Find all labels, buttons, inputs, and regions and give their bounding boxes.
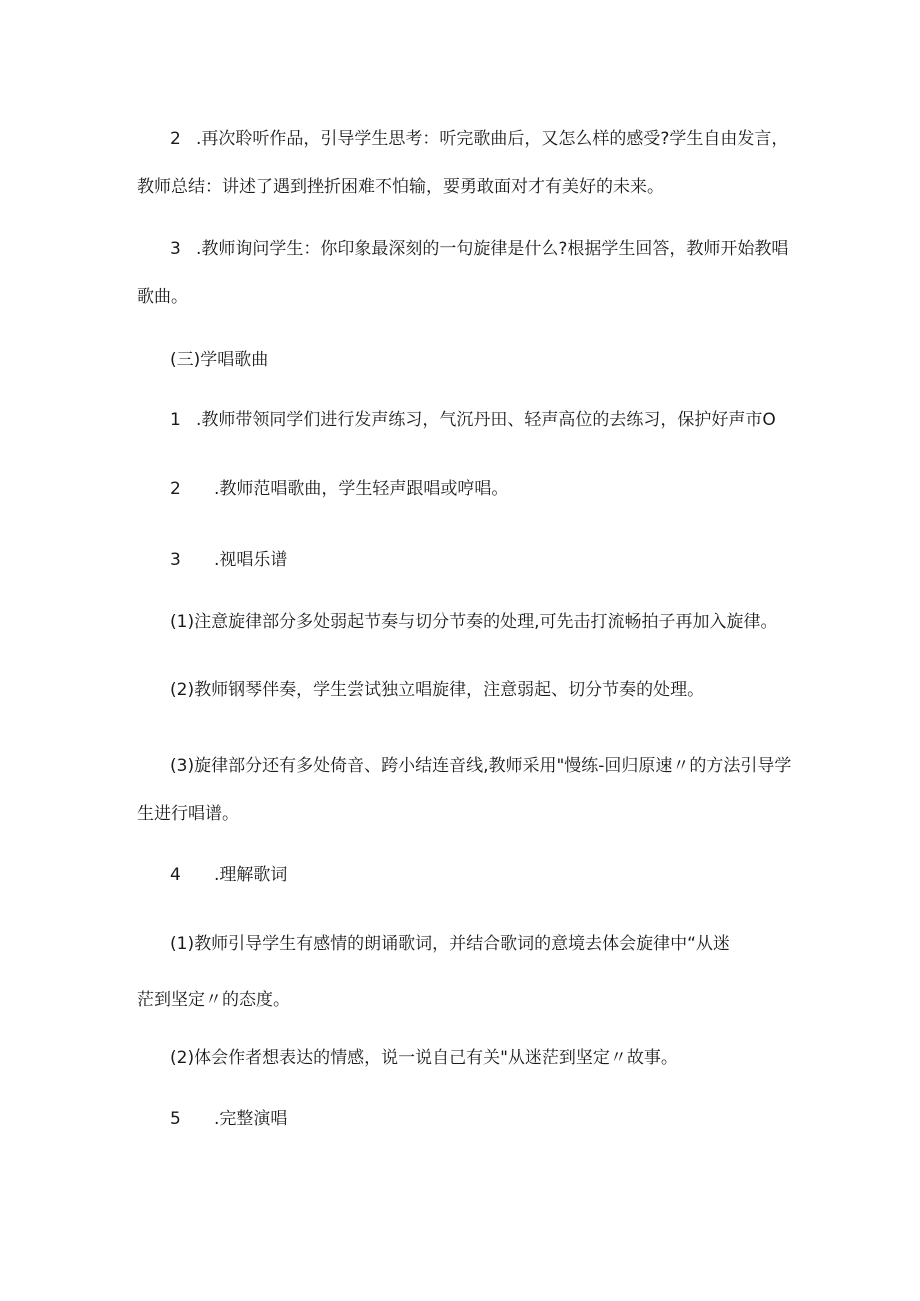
paragraph-1-line-2: [137, 176, 664, 198]
paragraph-item-4: [170, 864, 287, 886]
sub-item-2: [170, 679, 704, 701]
paragraph-text: .再次聆听作品，引导学生思考：听完歌曲后，又怎么样的感受?学生自由发言，: [196, 129, 789, 149]
paragraph-text: .教师询问学生：你印象最深刻的一句旋律是什么?根据学生回答，教师开始教唱: [196, 239, 789, 259]
paragraph-text: (3)旋律部分还有多处倚音、跨小结连音线,教师采用"慢练-回归原速〃的方法引导学: [170, 756, 792, 776]
paragraph-text: 歌曲。: [137, 287, 188, 307]
list-number: 2: [170, 479, 181, 499]
sub-item-3-line-1: [170, 755, 791, 777]
paragraph-text: 茫到坚定〃的态度。: [137, 990, 290, 1010]
paragraph-text: .完整演唱: [214, 1109, 288, 1129]
paragraph-item-3: [170, 549, 287, 571]
list-number: 3: [170, 550, 181, 570]
paragraph-2-line-1: [170, 238, 788, 260]
heading-text: (三)学唱歌曲: [170, 350, 269, 370]
paragraph-text: .视唱乐谱: [214, 550, 288, 570]
sub-item-1: [170, 611, 777, 633]
paragraph-text: (2)体会作者想表达的情感，说一说自己有关"从迷茫到坚定〃故事。: [170, 1048, 678, 1068]
paragraph-item-1: [170, 409, 776, 431]
paragraph-item-2: [170, 478, 508, 500]
paragraph-text: .理解歌词: [214, 865, 288, 885]
list-number: 1: [170, 410, 181, 430]
paragraph-text: 教师总结：讲述了遇到挫折困难不怕输，要勇敢面对才有美好的未来。: [137, 177, 664, 197]
paragraph-text: 生进行唱谱。: [137, 804, 239, 824]
paragraph-1-line-1: [170, 128, 788, 150]
paragraph-text: (1)教师引导学生有感情的朗诵歌词，并结合歌词的意境去体会旋律中“从迷: [170, 934, 730, 954]
lyrics-sub-item-2: [170, 1047, 678, 1069]
lyrics-sub-item-1-line-2: [137, 989, 290, 1011]
paragraph-item-5: [170, 1108, 287, 1130]
list-number: 5: [170, 1109, 181, 1129]
list-number: 2: [170, 129, 181, 149]
list-number: 4: [170, 865, 181, 885]
paragraph-text: .教师带领同学们进行发声练习，气沉丹田、轻声高位的去练习，保护好声市O: [196, 410, 776, 430]
lyrics-sub-item-1-line-1: [170, 933, 730, 955]
paragraph-text: .教师范唱歌曲，学生轻声跟唱或哼唱。: [214, 479, 509, 499]
section-heading: [170, 349, 268, 371]
list-number: 3: [170, 239, 181, 259]
paragraph-2-line-2: [137, 286, 188, 308]
sub-item-3-line-2: [137, 803, 239, 825]
paragraph-text: (2)教师钢琴伴奏，学生尝试独立唱旋律，注意弱起、切分节奏的处理。: [170, 680, 705, 700]
paragraph-text: (1)注意旋律部分多处弱起节奏与切分节奏的处理,可先击打流畅拍子再加入旋律。: [170, 612, 778, 632]
